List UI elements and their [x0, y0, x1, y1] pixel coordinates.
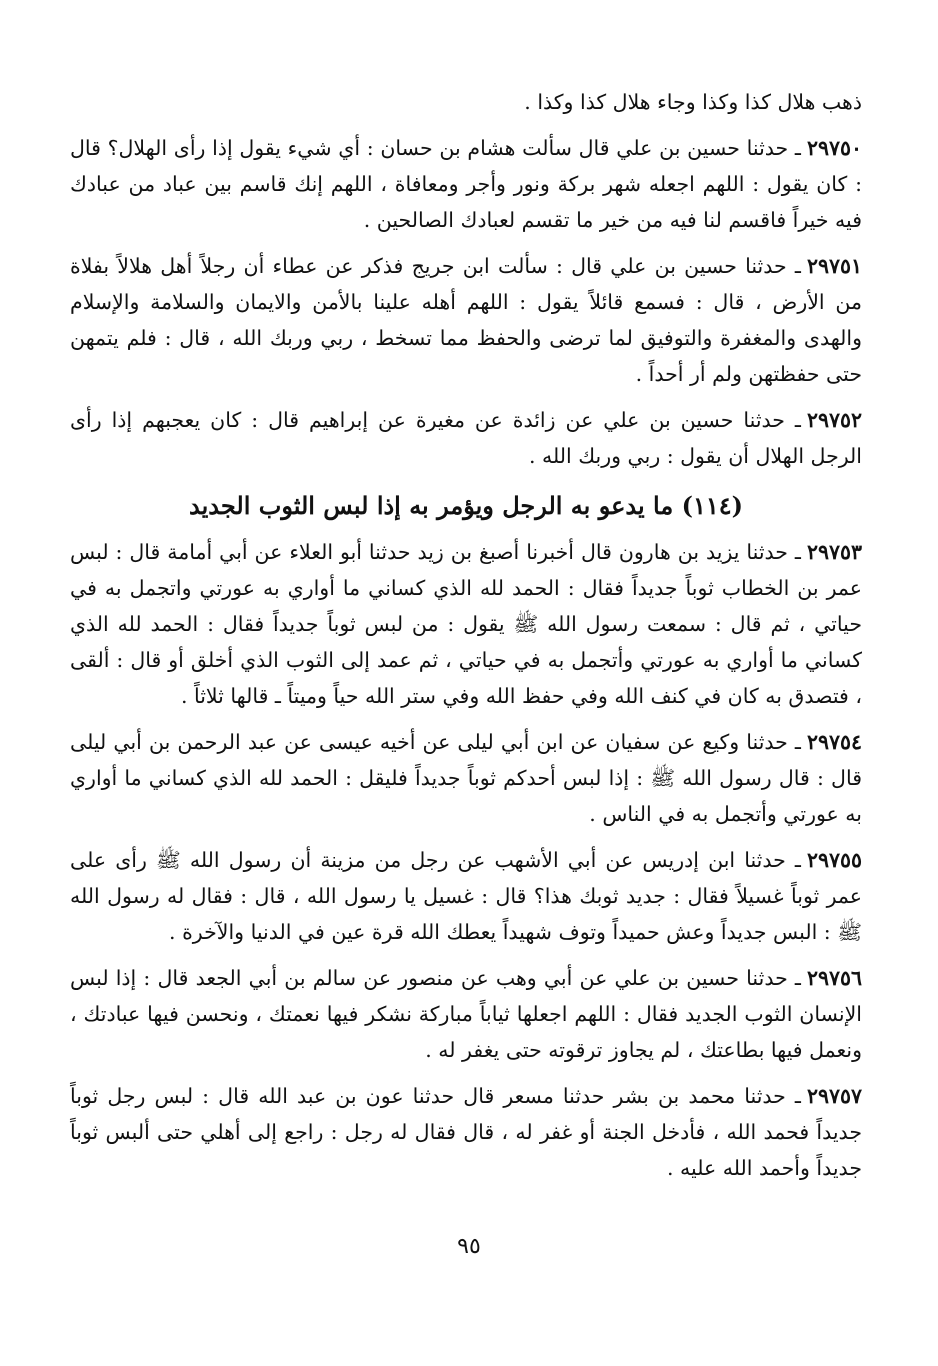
hadith-number: ٢٩٧٥٢	[806, 408, 862, 432]
hadith-text: ـ حدثنا وكيع عن سفيان عن ابن أبي ليلى عن أخيه عيسى عن عبد الرحمن بن أبي ليلى قال : قال رسول الله ﷺ : إذا لبس أحدكم ثوباً جديداً فليقل : الحمد لله الذي كساني ما أواري به عورتي وأتجمل به في الناس .	[70, 730, 862, 826]
hadith-29755	[70, 842, 862, 950]
hadith-number: ٢٩٧٥١	[806, 254, 862, 278]
hadith-text: ـ حدثنا يزيد بن هارون قال أخبرنا أصبغ بن زيد حدثنا أبو العلاء عن أبي أمامة قال : لبس عمر بن الخطاب ثوباً جديداً فقال : الحمد لله الذي كساني ما أواري به عورتي واتجمل به في حياتي ، ثم قال : سمعت رسول الله ﷺ يقول : من لبس ثوباً جديداً فقال : الحمد لله الذي كساني ما أواري به عورتي وأتجمل به في حياتي ، ثم عمد إلى الثوب الذي أخلق أو قال : ألقى ، فتصدق به كان في كنف الله وفي حفظ الله وفي ستر الله حياً وميتاً ـ قالها ثلاثاً .	[70, 540, 862, 708]
hadith-29751	[70, 248, 862, 392]
hadith-number: ٢٩٧٥٦	[806, 966, 862, 990]
hadith-text: ـ حدثنا حسين بن علي عن أبي وهب عن منصور عن سالم بن أبي الجعد قال : إذا لبس الإنسان الثوب الجديد فقال : اللهم اجعلها ثياباً مباركة نشكر فيها نعمتك ، ونحسن فيها عبادتك ، ونعمل فيها بطاعتك ، لم يجاوز ترقوته حتى يغفر له .	[70, 966, 862, 1062]
intro-line: ذهب هلال كذا وكذا وجاء هلال كذا وكذا .	[524, 90, 862, 114]
hadith-29756	[70, 960, 862, 1068]
hadith-text: ـ حدثنا حسين بن علي قال سألت هشام بن حسان : أي شيء يقول إذا رأى الهلال؟ قال : كان يقول : اللهم اجعله شهر بركة ونور وأجر ومعافاة ، اللهم إنك قاسم بين عباد من عبادك فيه خيراً فاقسم لنا فيه من خير ما تقسم لعبادك الصالحين .	[70, 136, 862, 232]
hadith-29753	[70, 534, 862, 714]
hadith-29752	[70, 402, 862, 474]
hadith-text: ـ حدثنا حسين بن علي عن زائدة عن مغيرة عن إبراهيم قال : كان يعجبهم إذا رأى الرجل الهلال أن يقول : ربي وربك الله .	[70, 408, 862, 468]
page-number: ٩٥	[457, 1234, 481, 1259]
hadith-29754	[70, 724, 862, 832]
hadith-number: ٢٩٧٥٧	[806, 1084, 862, 1108]
hadith-text: ـ حدثنا ابن إدريس عن أبي الأشهب عن رجل من مزينة أن رسول الله ﷺ رأى على عمر ثوباً غسيلاً فقال : جديد ثوبك هذا؟ قال : غسيل يا رسول الله ، قال : فقال له رسول الله ﷺ : البس جديداً وعش حميداً وتوف شهيداً يعطك الله قرة عين في الدنيا والآخرة .	[70, 848, 862, 944]
section-heading: (١١٤) ما يدعو به الرجل ويؤمر به إذا لبس الثوب الجديد	[189, 491, 743, 520]
hadith-number: ٢٩٧٥٤	[806, 730, 862, 754]
hadith-number: ٢٩٧٥٣	[806, 540, 862, 564]
hadith-29757	[70, 1078, 862, 1186]
hadith-text: ـ حدثنا حسين بن علي قال : سألت ابن جريج فذكر عن عطاء أن رجلاً أهل هلالاً بفلاة من الأرض ، قال : فسمع قائلاً يقول : اللهم أهله علينا بالأمن والايمان والسلامة والإسلام والهدى والمغفرة والتوفيق لما ترضى والحفظ مما تسخط ، ربي وربك الله ، قال : فلم يتمهن حتى حفظتهن ولم أر أحداً .	[70, 254, 862, 386]
hadith-29750	[70, 130, 862, 238]
hadith-text: ـ حدثنا محمد بن بشر حدثنا مسعر قال حدثنا عون بن عبد الله قال : لبس رجل ثوباً جديداً فحمد الله ، فأدخل الجنة أو غفر له ، قال فقال له رجل : راجع إلى أهلي حتى ألبس ثوباً جديداً وأحمد الله عليه .	[70, 1084, 862, 1180]
hadith-number: ٢٩٧٥٥	[806, 848, 862, 872]
hadith-number: ٢٩٧٥٠	[806, 136, 862, 160]
